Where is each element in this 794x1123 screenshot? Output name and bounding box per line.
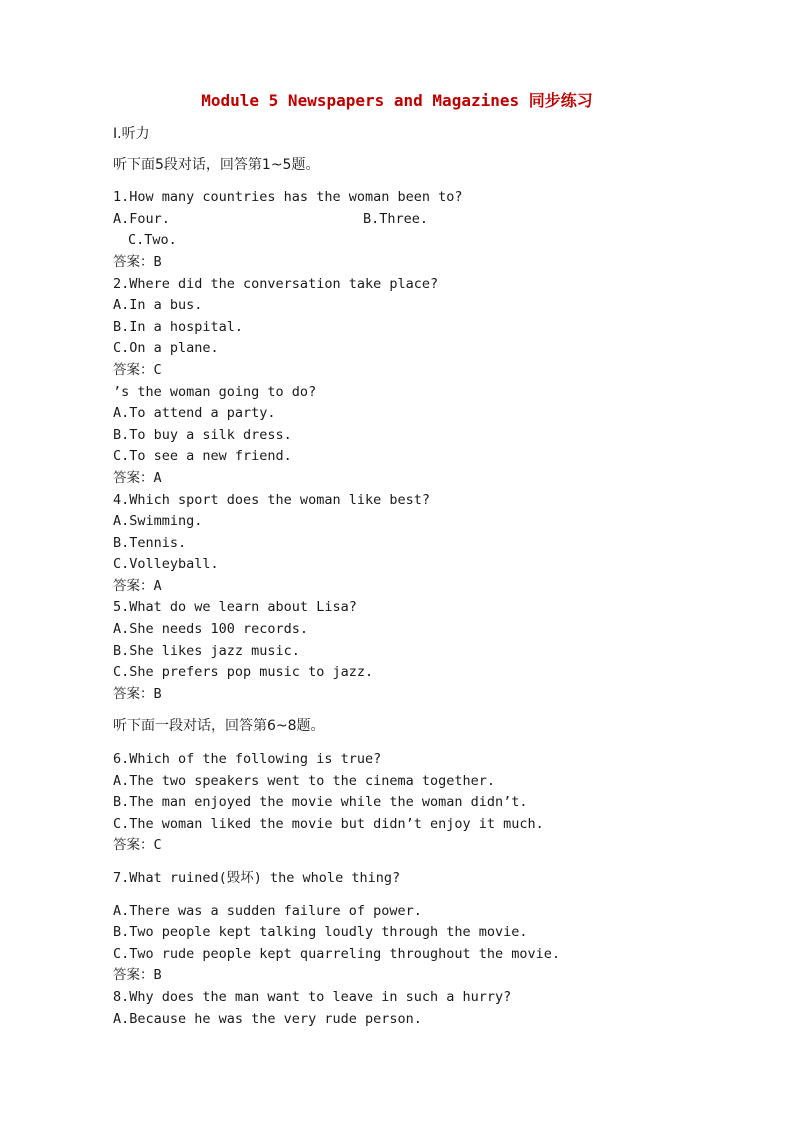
option-a: A.Swimming. bbox=[113, 513, 203, 530]
option-a: A.Because he was the very rude person. bbox=[113, 1010, 422, 1027]
answer: 答案：B bbox=[113, 253, 162, 270]
answer: 答案：A bbox=[113, 469, 162, 486]
option-b: B.Two people kept talking loudly through the movie. bbox=[113, 924, 528, 941]
answer: 答案：A bbox=[113, 577, 162, 594]
option-c: C.On a plane. bbox=[113, 340, 219, 357]
instruction-text: 听下面一段对话，回答第6~8题。 bbox=[113, 718, 325, 735]
question-7: 7.What ruined(毁坏) the whole thing? bbox=[113, 870, 401, 886]
question-8: 8.Why does the man want to leave in such a hurry? bbox=[113, 988, 512, 1005]
answer: 答案：C bbox=[113, 837, 162, 854]
option-c: C.Two. bbox=[128, 232, 177, 249]
options-row bbox=[113, 209, 753, 231]
option-c: C.Two rude people kept quarreling throughout the movie. bbox=[113, 945, 561, 962]
option-c: C.Volleyball. bbox=[113, 556, 219, 573]
option-a: A.Four. bbox=[113, 210, 170, 227]
instruction-text: 听下面5段对话，回答第1~5题。 bbox=[113, 156, 320, 173]
option-b: B.The man enjoyed the movie while the woman didn’t. bbox=[113, 794, 528, 811]
option-b: B.To buy a silk dress. bbox=[113, 426, 292, 443]
question-4: 4.Which sport does the woman like best? bbox=[113, 491, 430, 508]
option-c: C.She prefers pop music to jazz. bbox=[113, 664, 374, 681]
question-2: 2.Where did the conversation take place? bbox=[113, 275, 439, 292]
option-c: C.To see a new friend. bbox=[113, 448, 292, 465]
option-a: A.The two speakers went to the cinema together. bbox=[113, 772, 496, 789]
question-5: 5.What do we learn about Lisa? bbox=[113, 599, 357, 616]
option-a: A.There was a sudden failure of power. bbox=[113, 902, 422, 919]
option-b: B.Tennis. bbox=[113, 534, 187, 551]
section-heading: Ⅰ.听力 bbox=[113, 126, 150, 142]
option-a: A.She needs 100 records. bbox=[113, 621, 309, 638]
option-a: A.In a bus. bbox=[113, 297, 203, 314]
answer: 答案：B bbox=[113, 685, 162, 702]
option-b: B.She likes jazz music. bbox=[113, 642, 300, 659]
question-1: 1.How many countries has the woman been to? bbox=[113, 189, 463, 206]
option-a: A.To attend a party. bbox=[113, 405, 276, 422]
answer: 答案：B bbox=[113, 967, 162, 984]
answer: 答案：C bbox=[113, 361, 162, 378]
option-b: B.Three. bbox=[363, 210, 429, 227]
option-c: C.The woman liked the movie but didn’t enjoy it much. bbox=[113, 815, 544, 832]
question-3: ’s the woman going to do? bbox=[113, 383, 317, 400]
option-b: B.In a hospital. bbox=[113, 318, 244, 335]
document-body bbox=[113, 124, 753, 1030]
page-title: Module 5 Newspapers and Magazines 同步练习 bbox=[201, 91, 593, 110]
question-6: 6.Which of the following is true? bbox=[113, 751, 382, 768]
